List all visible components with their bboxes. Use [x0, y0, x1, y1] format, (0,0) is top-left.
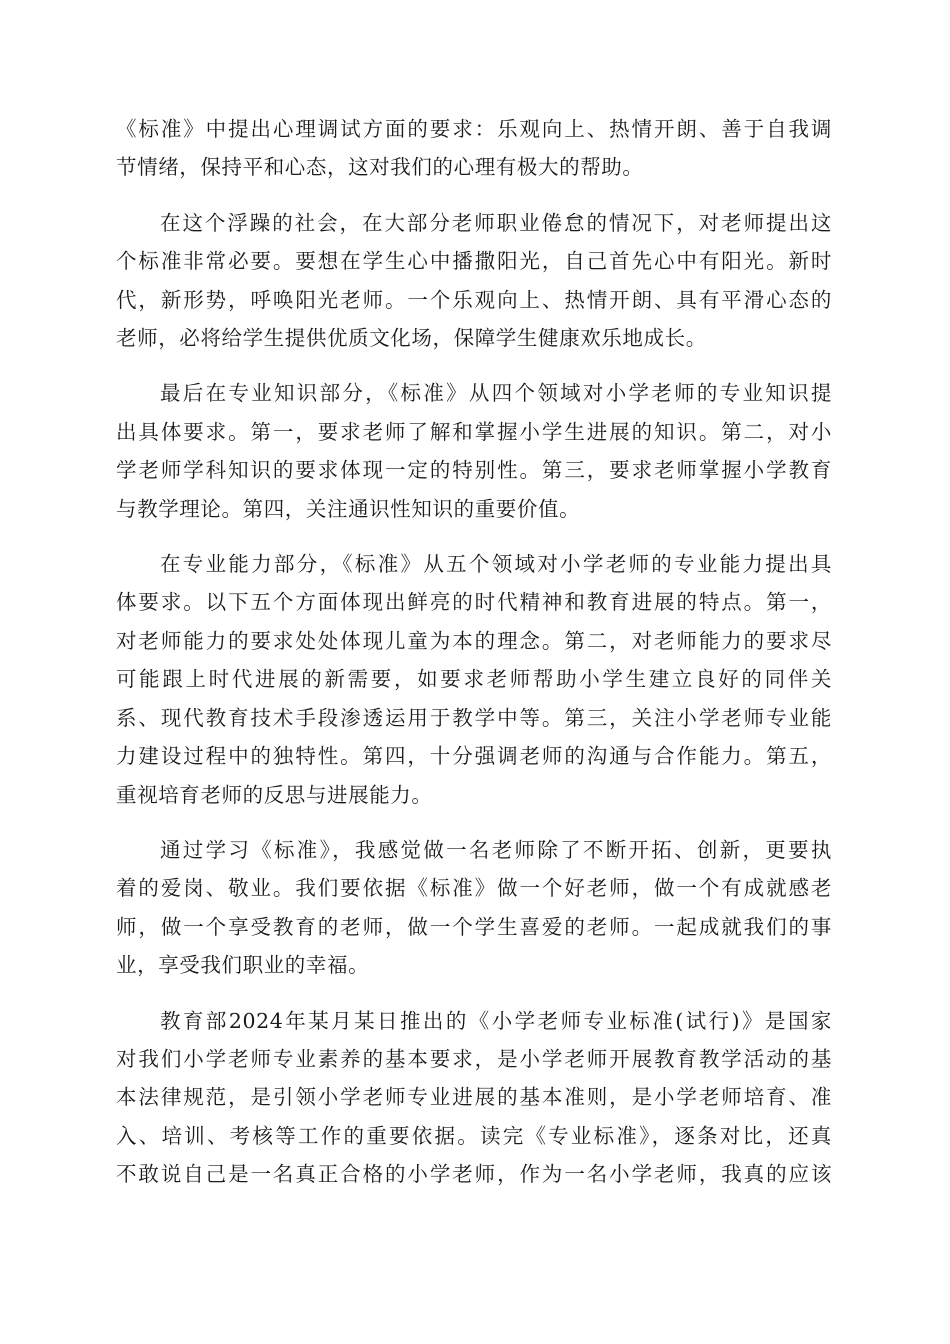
paragraph-knowledge — [116, 374, 832, 528]
paragraph-psychology — [116, 110, 832, 187]
text-line: 体要求。以下五个方面体现出鲜亮的时代精神和教育进展的特点。第一， — [116, 590, 832, 615]
text-line: 代，新形势，呼唤阳光老师。一个乐观向上、热情开朗、具有平滑心态的 — [116, 287, 832, 312]
text-line: 通过学习《标准》，我感觉做一名老师除了不断开拓、创新，更要执 — [160, 837, 832, 862]
text-line: 节情绪，保持平和心态，这对我们的心理有极大的帮助。 — [116, 155, 644, 180]
text-line: 业，享受我们职业的幸福。 — [116, 953, 370, 978]
text-line: 入、培训、考核等工作的重要依据。读完《专业标准》，逐条对比，还真 — [116, 1123, 832, 1148]
text-line: 在专业能力部分，《标准》从五个领域对小学老师的专业能力提出具 — [160, 552, 832, 577]
text-line: 老师，必将给学生提供优质文化场，保障学生健康欢乐地成长。 — [116, 326, 707, 351]
text-line: 对我们小学老师专业素养的基本要求，是小学老师开展教育教学活动的基 — [116, 1046, 832, 1071]
text-line: 《标准》中提出心理调试方面的要求：乐观向上、热情开朗、善于自我调 — [116, 117, 832, 141]
text-line: 重视培育老师的反思与进展能力。 — [116, 782, 433, 807]
document-page — [116, 110, 832, 1211]
text-line: 着的爱岗、敬业。我们要依据《标准》做一个好老师，做一个有成就感老 — [116, 876, 832, 901]
text-line: 力建设过程中的独特性。第四，十分强调老师的沟通与合作能力。第五， — [116, 744, 832, 769]
paragraph-society — [116, 204, 832, 358]
text-line: 个标准非常必要。要想在学生心中播撒阳光，自己首先心中有阳光。新时 — [116, 249, 832, 274]
paragraph-ministry — [116, 1002, 832, 1194]
text-line: 师，做一个享受教育的老师，做一个学生喜爱的老师。一起成就我们的事 — [116, 914, 832, 939]
paragraph-reflection — [116, 831, 832, 985]
text-line: 在这个浮躁的社会，在大部分老师职业倦怠的情况下，对老师提出这 — [160, 210, 832, 235]
paragraph-ability — [116, 545, 832, 814]
text-line: 本法律规范，是引领小学老师专业进展的基本准则，是小学老师培育、准 — [116, 1085, 832, 1110]
text-line: 出具体要求。第一，要求老师了解和掌握小学生进展的知识。第二，对小 — [116, 419, 832, 444]
text-line: 对老师能力的要求处处体现儿童为本的理念。第二，对老师能力的要求尽 — [116, 628, 832, 653]
text-line: 教育部2024年某月某日推出的《小学老师专业标准(试行)》是国家 — [160, 1008, 832, 1033]
text-line: 与教学理论。第四，关注通识性知识的重要价值。 — [116, 496, 581, 521]
text-line: 不敢说自己是一名真正合格的小学老师，作为一名小学老师，我真的应该 — [116, 1162, 832, 1187]
text-line: 可能跟上时代进展的新需要，如要求老师帮助小学生建立良好的同伴关 — [116, 667, 832, 692]
text-line: 学老师学科知识的要求体现一定的特别性。第三，要求老师掌握小学教育 — [116, 458, 832, 483]
text-line: 最后在专业知识部分，《标准》从四个领域对小学老师的专业知识提 — [160, 381, 832, 406]
text-line: 系、现代教育技术手段渗透运用于教学中等。第三，关注小学老师专业能 — [116, 705, 832, 730]
